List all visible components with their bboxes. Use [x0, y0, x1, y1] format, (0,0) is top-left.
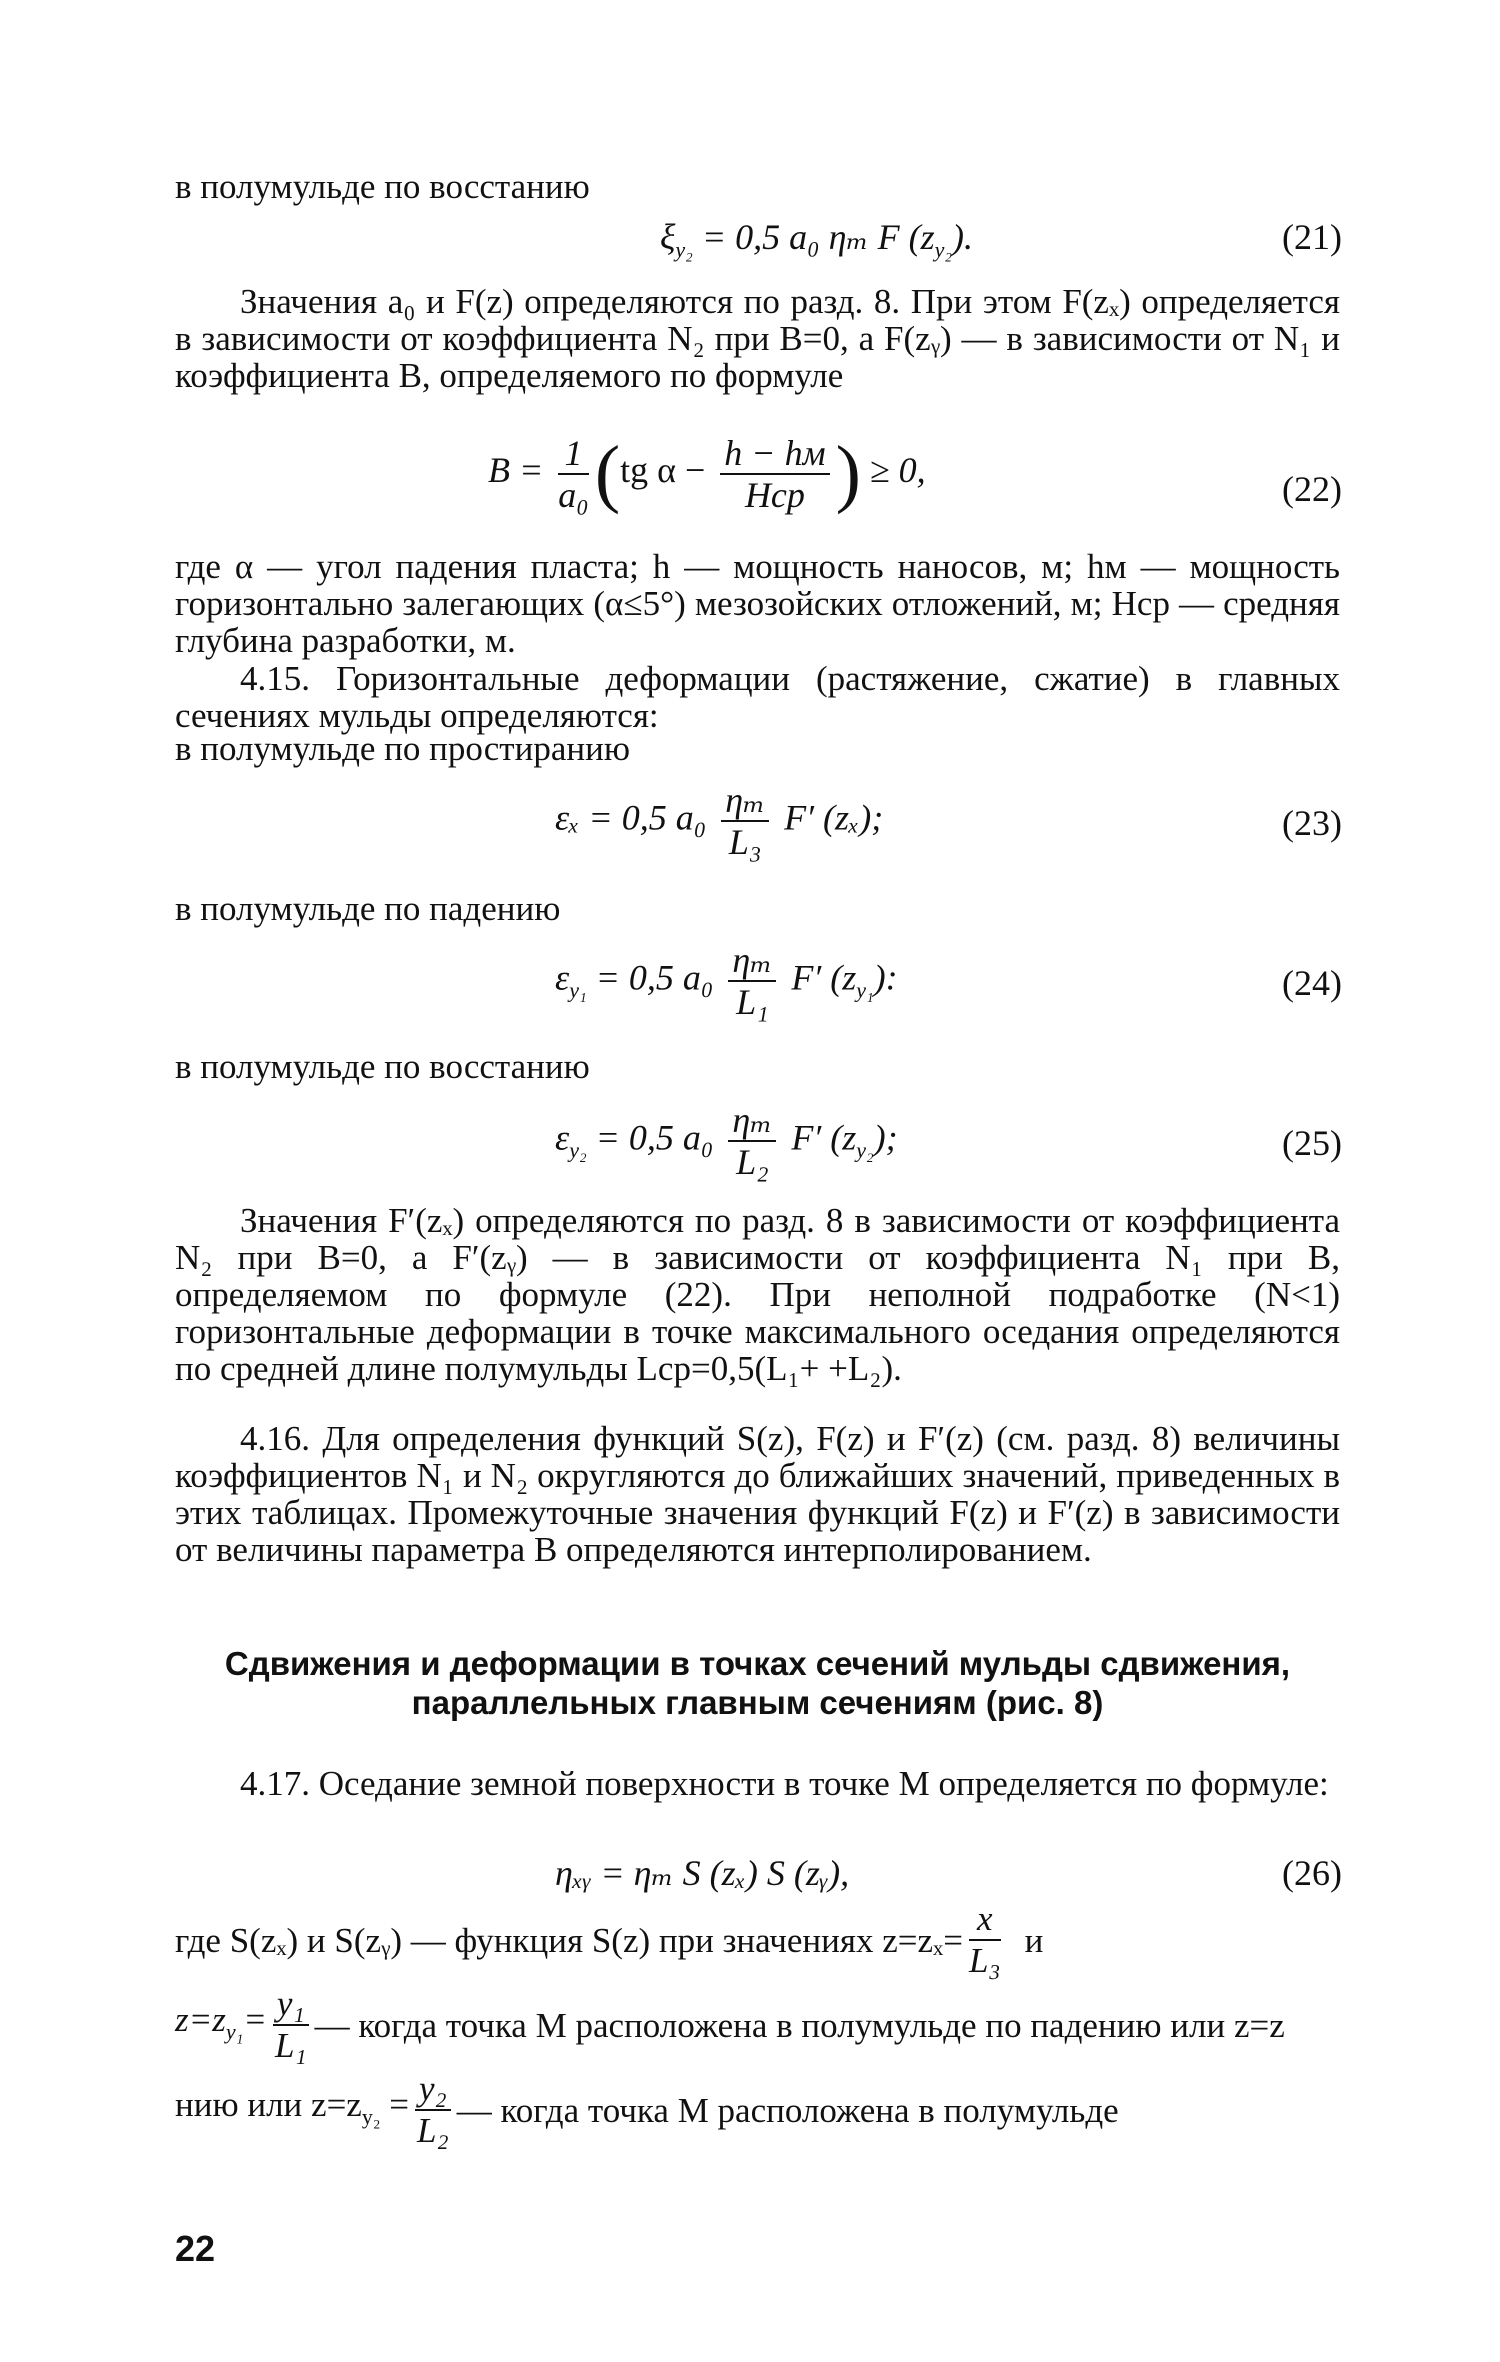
section-heading: Сдвижения и деформации в точках сечений мульды сдвижения,	[224, 1645, 1291, 1682]
equation-22: B = $\frac{1}{\text{a₀}}$ (tg α − $\frac{h - hм}{\text{Hср}}$ ) ≥ 0,	[488, 431, 926, 515]
paragraph: Значения F′(zₓ) определяются по разд. 8 в зависимости от коэффициента N₂ при B=0, а F′(zᵧ) — в зависимости от коэффициента N₁ при B, определяемом по формуле (22). При неполной подработке (N<1) горизонтальные деформации в точке максимального оседания определяются по средней длине полумульды Lср=0,5(L₁+ +L₂).	[175, 1201, 1340, 1388]
equation-number: (25)	[1282, 1123, 1342, 1163]
paragraph: Значения a₀ и F(z) определяются по разд. 8. При этом F(zₓ) определяется в зависимости от коэффициента N₂ при B=0, а F(zᵧ) — в зависимости от N₁ и коэффициента B, определяемого по формуле	[175, 282, 1340, 395]
text-line: $z=z_{y_1}=$ $\frac{\text{y₁}}{\text{L₁}}$ — когда точка M расположена в полумульде по падению или z=z	[175, 1984, 1285, 2065]
fraction: $\frac{\text{y₂}}{\text{L₂}}$	[415, 2069, 451, 2151]
paragraph: 4.17. Оседание земной поверхности в точке M определяется по формуле:	[240, 1764, 1329, 1803]
text-line: в полумульде по восстанию	[175, 167, 590, 206]
text-line: в полумульде по восстанию	[175, 1047, 590, 1086]
fraction: $\frac{\text{ηₘ}}{\text{L₃}}$	[721, 780, 769, 862]
paragraph: 4.16. Для определения функций S(z), F(z) и F′(z) (см. разд. 8) величины коэффициентов N₁ и N₂ округляются до ближайших значений, приведенных в этих таблицах. Промежуточные значения функций F(z) и F′(z) в зависимости от величины параметра B определяются интерполированием.	[175, 1419, 1340, 1569]
equation-25: $\varepsilon_{y_2} = 0,5$ a₀ $\frac{\text{ηₘ}}{\text{L₂}}$ F′ $(z_{y_2})$;	[555, 1100, 898, 1182]
fraction: $\frac{x}{\text{L₃}}$	[968, 1899, 1001, 1980]
equation-21: $\xi_{y_2} = 0,5$ a₀ ηₘ F $(z_{y_2})$.	[660, 217, 973, 263]
text-line: нию или $z=z_{y_2}$ = $\frac{\text{y₂}}{\text{L₂}}$ — когда точка M расположена в полумульде	[175, 2069, 1119, 2150]
text-line: где S(zₓ) и S(zᵧ) — функция S(z) при значениях z=zₓ= $\frac{x}{\text{L₃}}$ и	[175, 1899, 1044, 1980]
equation-24: $\varepsilon_{y_1} = 0,5$ a₀ $\frac{\text{ηₘ}}{\text{L₁}}$ F′ $(z_{y_1})$:	[555, 940, 898, 1022]
paragraph: где α — угол падения пласта; h — мощность наносов, м; hм — мощность горизонтально залегающих (α≤5°) мезозойских отложений, м; Hср — средняя глубина разработки, м.	[175, 547, 1340, 660]
equation-number: (24)	[1282, 963, 1342, 1003]
fraction: $\frac{h - hм}{\text{Hср}}$	[720, 433, 829, 515]
text-line: в полумульде по падению	[175, 889, 561, 928]
fraction: $\frac{\text{ηₘ}}{\text{L₁}}$	[728, 940, 776, 1022]
fraction: $\frac{\text{y₁}}{\text{L₁}}$	[273, 1984, 309, 2066]
fraction: $\frac{1}{\text{a₀}}$	[558, 432, 589, 515]
equation-number: (23)	[1282, 803, 1342, 843]
equation-23: εₓ = 0,5 a₀ $\frac{\text{ηₘ}}{\text{L₃}}$ F′ (zₓ);	[555, 780, 884, 862]
equation-number: (21)	[1282, 217, 1342, 257]
fraction: $\frac{\text{ηₘ}}{\text{L₂}}$	[728, 1100, 776, 1182]
paragraph: 4.15. Горизонтальные деформации (растяжение, сжатие) в главных сечениях мульды определяются:	[175, 659, 1340, 735]
equation-number: (26)	[1282, 1853, 1342, 1893]
section-heading: параллельных главным сечениям (рис. 8)	[411, 1684, 1104, 1721]
equation-26: ηₓᵧ = ηₘ S (zₓ) S (zᵧ),	[555, 1853, 850, 1893]
equation-number: (22)	[1282, 469, 1342, 509]
page-number: 22	[175, 2228, 216, 2269]
text-line: в полумульде по простиранию	[175, 729, 630, 768]
